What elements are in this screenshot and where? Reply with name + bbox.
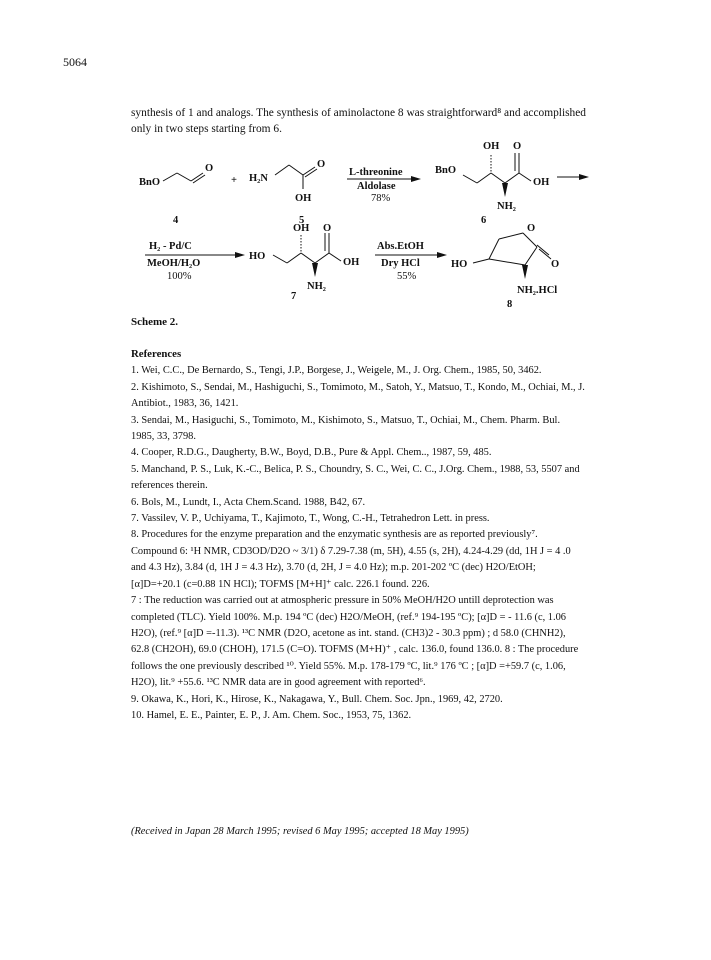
reference-item: 6. Bols, M., Lundt, I., Acta Chem.Scand. 1988, B42, 67.	[131, 496, 366, 508]
c7-acid-oh-label: OH	[343, 257, 360, 268]
compound-number-8: 8	[507, 299, 513, 310]
c7-hydroxyl-label: OH	[293, 223, 310, 234]
arrow2-solvent: MeOH/H₂O	[147, 258, 201, 269]
reference-item: 1. Wei, C.C., De Bernardo, S., Tengi, J.P., Borgese, J., Weigele, M., J. Org. Chem., 1985, 50, 3462.	[131, 365, 542, 377]
reference-item: 9. Okawa, K., Hori, K., Hirose, K., Nakagawa, Y., Bull. Chem. Soc. Jpn., 1969, 42, 2720.	[131, 693, 503, 705]
arrow1-reagent: L-threonine	[349, 167, 403, 178]
compound-number-6: 6	[481, 215, 487, 226]
c4-bno-label: BnO	[139, 177, 161, 188]
arrow3-reagent: Dry HCl	[381, 258, 420, 269]
c6-amine-label: NH₂	[497, 201, 516, 212]
compound-number-5: 5	[299, 215, 305, 226]
c4-carbonyl-label: O	[205, 163, 214, 174]
arrow1-enzyme: Aldolase	[357, 181, 396, 192]
page-number: 5064	[63, 55, 87, 69]
arrow3-solvent: Abs.EtOH	[377, 241, 424, 252]
reaction-scheme	[131, 133, 591, 333]
c5-amine-label: H₂N	[249, 173, 268, 184]
reference-item: 5. Manchand, P. S., Luk, K.-C., Belica, P. S., Choundry, S. C., Wei, C. C., J.Org. Chem., 1988, 53, 5507 and references therein.	[131, 463, 580, 492]
compound-number-7: 7	[291, 291, 297, 302]
c8-carbonyl-label: O	[551, 259, 560, 270]
reference-item: 3. Sendai, M., Hasiguchi, S., Tomimoto, M., Kishimoto, S., Matsuo, T., Ochiai, M., Chem. Pharm. Bul. 1985, 33, 3798.	[131, 414, 561, 443]
c5-carbonyl-label: O	[317, 159, 326, 170]
c6-carbonyl-label: O	[513, 141, 522, 152]
c5-hydroxyl-label: OH	[295, 193, 312, 204]
c6-acid-oh-label: OH	[533, 177, 550, 188]
intro-paragraph: synthesis of 1 and analogs. The synthesis of aminolactone 8 was straightforward⁸ and accomplished only in two steps starting from 6.	[131, 107, 586, 135]
c8-ho-label: HO	[451, 259, 468, 270]
arrow2-reagent: H₂ - Pd/C	[149, 241, 192, 252]
c8-amine-salt-label: NH₂.HCl	[517, 285, 558, 296]
reference-item: 2. Kishimoto, S., Sendai, M., Hashiguchi, S., Tomimoto, M., Satoh, Y., Matsuo, T., Kondo, M., Ochiai, M., J. Antibiot., 1983, 36, 1421.	[131, 381, 585, 410]
reference-item: 7. Vassilev, V. P., Uchiyama, T., Kajimoto, T., Wong, C.-H., Tetrahedron Lett. in press.	[131, 513, 490, 525]
c6-bno-label: BnO	[435, 165, 457, 176]
reference-item: 10. Hamel, E. E., Painter, E. P., J. Am. Chem. Soc., 1953, 75, 1362.	[131, 709, 412, 721]
reference-item: 8. Procedures for the enzyme preparation and the enzymatic synthesis are as reported previously⁷. Compound 6: ¹H NMR, CD3OD/D2O ~ 3/1) δ 7.29-7.38 (m, 5H), 4.55 (s, 2H), 4.24-4.29 (dd, 1H J = 4 .0 and 4.3 Hz), 3.84 (d, 1H J = 4.3 Hz), 3.70 (d, 2H, J = 4.0 Hz); m.p. 201-202 ºC (dec) H2O/EtOH; [α]D=+20.1 (c=0.88 1N HCl); TOFMS [M+H]⁺ calc. 226.1 found. 226.	[131, 529, 571, 590]
c7-amine-label: NH₂	[307, 281, 326, 292]
arrow2-yield: 100%	[167, 271, 192, 282]
references-section	[131, 346, 586, 724]
plus-sign: +	[231, 175, 237, 186]
reference-item: 4. Cooper, R.D.G., Daugherty, B.W., Boyd, D.B., Pure & Appl. Chem.., 1987, 59, 485.	[131, 447, 492, 459]
c7-carbonyl-label: O	[323, 223, 332, 234]
arrow3-yield: 55%	[397, 271, 417, 282]
scheme-drawing	[131, 133, 591, 333]
scheme-caption: Scheme 2.	[131, 316, 179, 328]
compound-number-4: 4	[173, 215, 179, 226]
reference-item: 7 : The reduction was carried out at atmospheric pressure in 50% MeOH/H2O untill deprotection was completed (TLC). Yield 100%. M.p. 194 ºC (dec) H2O/MeOH, (ref.⁹ 194-195 ºC); [α]D = - 11.6 (c, 1.06 H2O), (ref.⁹ [α]D =-11.3). ¹³C NMR (D2O, acetone as int. stand. (CH3)2 - 30.3 ppm) ; d 58.0 (CHNH2), 62.8 (CH2OH), 69.0 (CHOH), 171.5 (C=O). TOFMS (M+H)⁺ , calc. 136.0, found 136.0. 8 : The procedure follows the one previously described ¹⁰. Yield 55%. M.p. 178-179 ºC, lit.⁹ 176 ºC ; [α]D =+59.7 (c, 1.06, H2O), lit.⁹ +55.6. ¹³C NMR data are in good agreement with reported⁶.	[131, 595, 579, 689]
c7-ho-label: HO	[249, 251, 266, 262]
c6-hydroxyl-label: OH	[483, 141, 500, 152]
arrow1-yield: 78%	[371, 193, 391, 204]
c8-ring-oxygen-label: O	[527, 223, 536, 234]
received-dates: (Received in Japan 28 March 1995; revised 6 May 1995; accepted 18 May 1995)	[131, 826, 469, 837]
references-heading: References	[131, 348, 182, 360]
